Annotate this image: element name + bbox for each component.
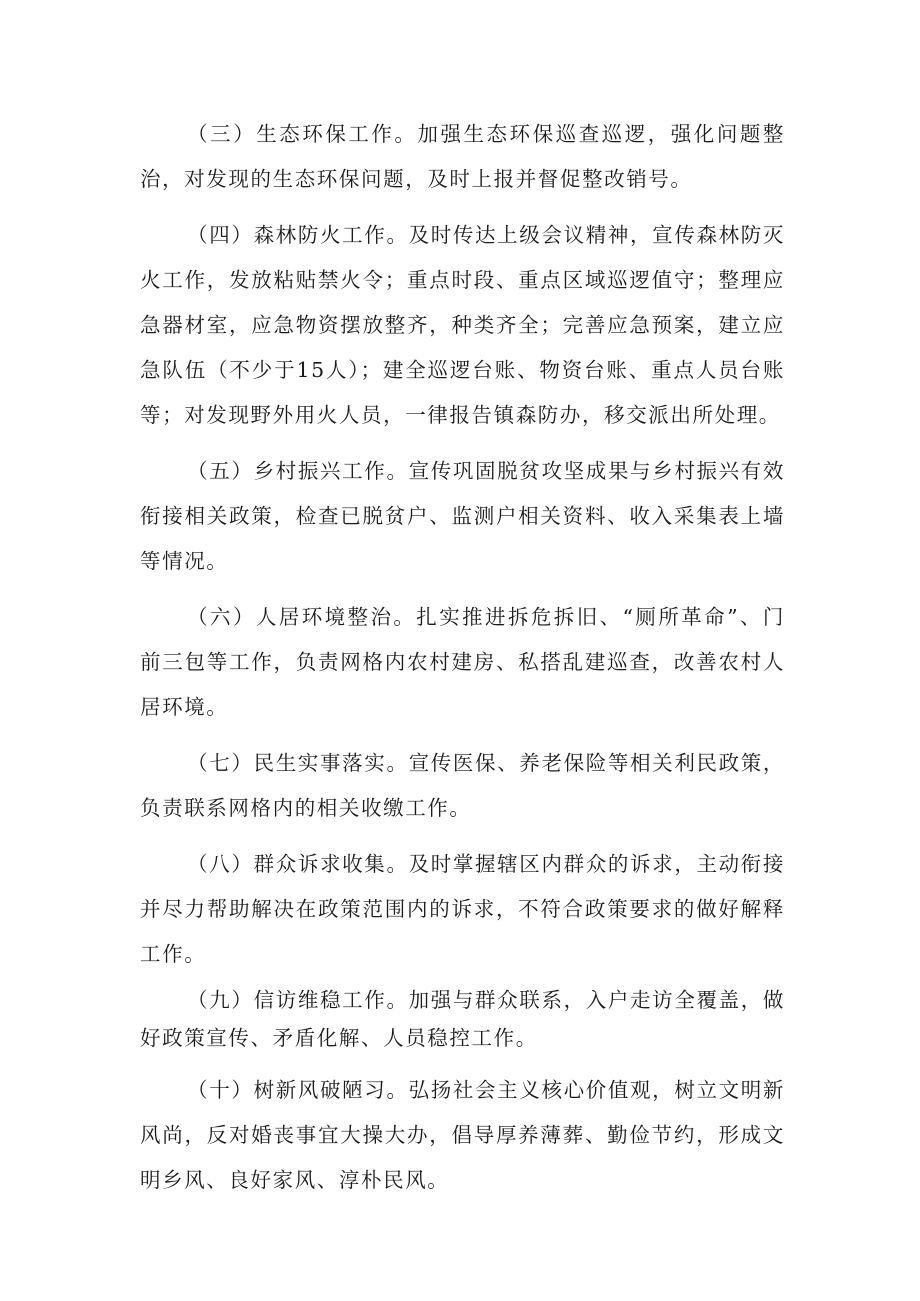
paragraph-new-customs: （十）树新风破陋习。弘扬社会主义核心价值观，树立文明新风尚，反对婚丧事宜大操大办，倡导厚养薄葬、勤俭节约，形成文明乡风、良好家风、淳朴民风。 — [140, 1078, 785, 1192]
paragraph-living-environment: （六）人居环境整治。扎实推进拆危拆旧、“厕所革命”、门前三包等工作，负责网格内农村建房、私搭乱建巡查，改善农村人居环境。 — [140, 605, 785, 719]
document-body — [140, 112, 785, 1203]
paragraph-forest-fire: （四）森林防火工作。及时传达上级会议精神，宣传森林防灭火工作，发放粘贴禁火令；重点时段、重点区域巡逻值守；整理应急器材室，应急物资摆放整齐，种类齐全；完善应急预案，建立应急队伍（不少于15人）；建全巡逻台账、物资台账、重点人员台账等；对发现野外用火人员，一律报告镇森防办，移交派出所处理。 — [140, 223, 785, 427]
paragraph-ecology: （三）生态环保工作。加强生态环保巡查巡逻，强化问题整治，对发现的生态环保问题，及时上报并督促整改销号。 — [140, 122, 785, 191]
paragraph-petition-stability: （九）信访维稳工作。加强与群众联系，入户走访全覆盖，做好政策宣传、矛盾化解、人员稳控工作。 — [140, 988, 785, 1050]
paragraph-rural-revitalization: （五）乡村振兴工作。宣传巩固脱贫攻坚成果与乡村振兴有效衔接相关政策，检查已脱贫户、监测户相关资料、收入采集表上墙等情况。 — [140, 459, 785, 573]
paragraph-public-appeals: （八）群众诉求收集。及时掌握辖区内群众的诉求，主动衔接并尽力帮助解决在政策范围内的诉求，不符合政策要求的做好解释工作。 — [140, 852, 785, 966]
paragraph-livelihood: （七）民生实事落实。宣传医保、养老保险等相关利民政策，负责联系网格内的相关收缴工作。 — [140, 751, 785, 820]
